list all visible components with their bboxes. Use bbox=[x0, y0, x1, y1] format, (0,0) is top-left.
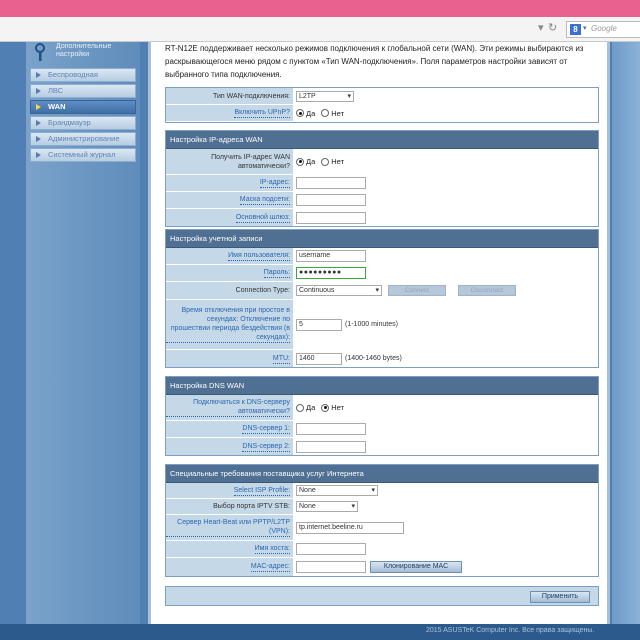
search-box[interactable] bbox=[566, 21, 640, 38]
sidebar-item-wireless[interactable] bbox=[30, 68, 136, 82]
mac-address-input[interactable] bbox=[296, 561, 366, 573]
sidebar-item-administration[interactable] bbox=[30, 132, 136, 146]
gateway-cell bbox=[293, 209, 598, 226]
gateway-label[interactable]: Основной шлюз: bbox=[235, 213, 290, 221]
mtu-input[interactable]: 1460 bbox=[296, 353, 342, 365]
username-label[interactable]: Имя пользователя: bbox=[228, 252, 290, 259]
sidebar-item-label: ЛВС bbox=[48, 86, 64, 95]
iptv-cell bbox=[293, 499, 598, 514]
dns2-row bbox=[166, 438, 598, 455]
dns2-input[interactable] bbox=[296, 441, 366, 453]
auto-ip-yes-radio[interactable] bbox=[296, 158, 304, 166]
no-label: Нет bbox=[331, 403, 345, 412]
dns2-cell bbox=[293, 438, 598, 455]
sidebar-item-label: Брандмауэр bbox=[48, 118, 91, 127]
wan-ip-box bbox=[165, 130, 599, 227]
sidebar-item-system-log[interactable] bbox=[30, 148, 136, 162]
sidebar-item-lan[interactable] bbox=[30, 84, 136, 98]
idle-timeout-row bbox=[166, 300, 598, 350]
idle-timeout-label[interactable]: Время отключения при простое в секундах: Отключение по прошествии периода бездействия (в секундах): bbox=[166, 300, 292, 349]
ip-address-cell bbox=[293, 175, 598, 191]
intro-text: RT-N12E поддерживает несколько режимов подключения к глобальной сети (WAN). Эти режимы выбираются из раскрывающегося меню рядом с пунктом «Тип WAN-подключения». Поля параметров настройки зависят от выбранного типа подключения. bbox=[165, 44, 584, 79]
yes-label: Да bbox=[306, 108, 316, 118]
search-placeholder[interactable]: Google bbox=[591, 24, 617, 33]
sidebar-item-label: Беспроводная bbox=[48, 70, 98, 79]
username-input[interactable]: username bbox=[296, 250, 366, 262]
auto-ip-no-radio[interactable] bbox=[321, 158, 329, 166]
connection-type-select[interactable]: Continuous ▾ bbox=[296, 285, 382, 296]
isp-heading: Специальные требования поставщика услуг Интернета bbox=[166, 465, 598, 483]
subnet-mask-cell bbox=[293, 192, 598, 208]
mac-cell bbox=[293, 558, 598, 576]
gateway-input[interactable] bbox=[296, 212, 366, 224]
main-panel bbox=[148, 42, 610, 624]
mtu-row bbox=[166, 350, 598, 367]
connection-type-label: Connection Type: bbox=[235, 287, 290, 294]
upnp-no-radio[interactable] bbox=[321, 109, 329, 117]
account-box bbox=[165, 229, 599, 368]
ip-address-row bbox=[166, 175, 598, 192]
apply-button[interactable]: Применить bbox=[530, 591, 590, 603]
wan-type-label: Тип WAN-подключения: bbox=[212, 92, 290, 100]
dns1-row bbox=[166, 421, 598, 438]
heartbeat-label[interactable]: Сервер Heart-Beat или PPTP/L2TP (VPN): bbox=[166, 515, 292, 540]
heartbeat-server-input[interactable]: tp.internet.beeline.ru bbox=[296, 522, 404, 534]
hostname-label[interactable]: Имя хоста: bbox=[254, 545, 290, 552]
dns2-label[interactable]: DNS-сервер 2: bbox=[242, 442, 290, 450]
isp-box bbox=[165, 464, 599, 577]
sidebar-item-wan[interactable] bbox=[30, 100, 136, 114]
dns1-label[interactable]: DNS-сервер 1: bbox=[242, 425, 290, 432]
dns-heading: Настройка DNS WAN bbox=[166, 377, 598, 395]
dns1-input[interactable] bbox=[296, 423, 366, 435]
connection-type-row bbox=[166, 282, 598, 300]
password-input[interactable]: ●●●●●●●●● bbox=[296, 267, 366, 279]
wan-type-cell bbox=[293, 88, 598, 104]
idle-timeout-hint: (1-1000 minutes) bbox=[345, 321, 398, 328]
dns-auto-yes-radio[interactable] bbox=[296, 404, 304, 412]
dns-auto-row bbox=[166, 395, 598, 421]
sidebar-item-label: Администрирование bbox=[48, 134, 120, 143]
footer bbox=[0, 624, 640, 640]
isp-profile-cell bbox=[293, 483, 598, 498]
hostname-input[interactable] bbox=[296, 543, 366, 555]
dns1-cell bbox=[293, 421, 598, 437]
dns-auto-label[interactable]: Подключаться к DNS-серверу автоматически? bbox=[166, 395, 292, 420]
clone-mac-button[interactable]: Клонирование МАС bbox=[370, 561, 462, 573]
upnp-yes-radio[interactable] bbox=[296, 109, 304, 117]
heartbeat-cell bbox=[293, 515, 598, 540]
isp-profile-label[interactable]: Select ISP Profile: bbox=[233, 486, 290, 494]
search-engine-icon[interactable]: 8 bbox=[570, 24, 581, 35]
gateway-row bbox=[166, 209, 598, 226]
yes-label: Да bbox=[306, 157, 316, 166]
settings-tools-icon bbox=[33, 43, 47, 61]
password-row bbox=[166, 265, 598, 282]
apply-box bbox=[165, 586, 599, 606]
arrow-right-icon bbox=[36, 120, 41, 126]
mac-label[interactable]: MAC-адрес: bbox=[250, 563, 290, 570]
iptv-row bbox=[166, 499, 598, 515]
auto-ip-label: Получить IP-адрес WAN автоматически? bbox=[211, 153, 290, 170]
subnet-mask-input[interactable] bbox=[296, 194, 366, 206]
reload-icon[interactable]: ↻ bbox=[548, 22, 558, 34]
username-row bbox=[166, 248, 598, 265]
chevron-down-icon[interactable]: ▾ bbox=[583, 25, 587, 32]
password-cell bbox=[293, 265, 598, 281]
sidebar-menu bbox=[30, 68, 136, 164]
sidebar-title: Дополнительные настройки bbox=[56, 43, 112, 58]
upnp-label[interactable]: Включить UPnP? bbox=[234, 109, 290, 116]
dns-auto-cell bbox=[293, 395, 598, 420]
sidebar-item-label: WAN bbox=[48, 102, 66, 111]
auto-ip-row bbox=[166, 149, 598, 175]
upnp-row bbox=[166, 105, 598, 122]
wan-type-row bbox=[166, 88, 598, 105]
ip-address-input[interactable] bbox=[296, 177, 366, 189]
dns-auto-no-radio[interactable] bbox=[321, 404, 329, 412]
mac-row bbox=[166, 558, 598, 576]
dns-box bbox=[165, 376, 599, 456]
ip-address-label[interactable]: IP-адрес: bbox=[259, 179, 290, 186]
wan-ip-heading: Настройка IP-адреса WAN bbox=[166, 131, 598, 149]
sidebar bbox=[26, 42, 140, 624]
no-label: Нет bbox=[331, 108, 345, 118]
mtu-cell bbox=[293, 350, 598, 367]
username-cell bbox=[293, 248, 598, 264]
account-heading: Настройка учетной записи bbox=[166, 230, 598, 248]
sidebar-item-firewall[interactable] bbox=[30, 116, 136, 130]
mtu-hint: (1400-1460 bytes) bbox=[345, 355, 402, 362]
page-right-margin bbox=[612, 42, 640, 624]
hostname-cell bbox=[293, 541, 598, 557]
copyright-text: 2015 ASUSTeK Computer Inc. Все права защищены. bbox=[426, 627, 595, 634]
arrow-right-icon bbox=[36, 136, 41, 142]
hostname-row bbox=[166, 541, 598, 558]
isp-profile-row bbox=[166, 483, 598, 499]
idle-timeout-input[interactable]: 5 bbox=[296, 319, 342, 331]
dropdown-caret-icon[interactable]: ▾ bbox=[538, 22, 544, 34]
no-label: Нет bbox=[331, 157, 345, 166]
connection-type-cell bbox=[293, 282, 598, 299]
sidebar-item-label: Системный журнал bbox=[48, 150, 116, 159]
iptv-label: Выбор порта IPTV STB: bbox=[213, 503, 290, 510]
isp-profile-select[interactable]: None ▾ bbox=[296, 485, 378, 496]
subnet-mask-row bbox=[166, 192, 598, 209]
wan-type-select[interactable]: L2TP ▾ bbox=[296, 91, 354, 102]
arrow-right-icon bbox=[36, 72, 41, 78]
yes-label: Да bbox=[306, 403, 316, 412]
mtu-label[interactable]: MTU: bbox=[272, 354, 290, 362]
auto-ip-cell bbox=[293, 149, 598, 174]
upnp-cell bbox=[293, 105, 598, 121]
general-settings-box bbox=[165, 87, 599, 123]
arrow-right-icon bbox=[36, 88, 41, 94]
idle-timeout-cell bbox=[293, 300, 598, 349]
password-label[interactable]: Пароль: bbox=[263, 269, 290, 276]
connect-button[interactable]: Connect bbox=[388, 285, 446, 296]
iptv-port-select[interactable]: None ▾ bbox=[296, 501, 358, 512]
arrow-right-icon bbox=[36, 104, 41, 110]
browser-toolbar bbox=[0, 17, 640, 42]
heartbeat-row bbox=[166, 515, 598, 541]
subnet-mask-label[interactable]: Маска подсети: bbox=[239, 196, 290, 203]
arrow-right-icon bbox=[36, 152, 41, 158]
disconnect-button[interactable]: Disconnect bbox=[458, 285, 516, 296]
browser-tab-strip bbox=[0, 0, 640, 17]
